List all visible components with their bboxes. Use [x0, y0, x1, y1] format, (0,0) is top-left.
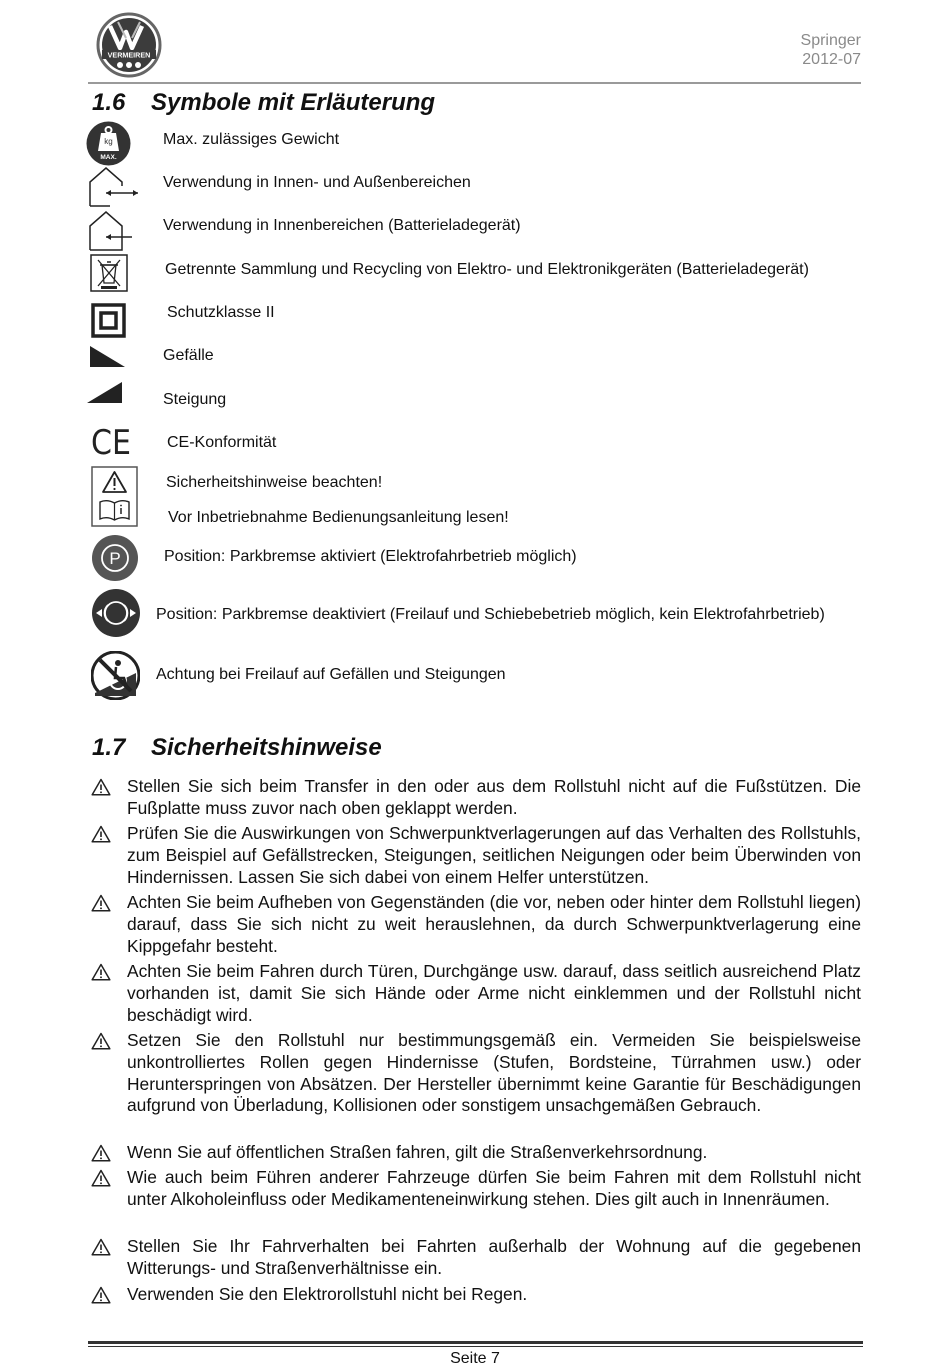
symbol-text-indoor-outdoor: Verwendung in Innen- und Außenbereichen: [163, 174, 471, 191]
section-16-title: [92, 89, 435, 117]
ce-mark-icon: [91, 425, 133, 457]
footer-divider-thin: [88, 1346, 863, 1347]
section-17-title: [92, 734, 382, 762]
warning-text: Achten Sie beim Aufheben von Gegenständen (die vor, neben oder hinter dem Rollstuhl liegen) darauf, dass Sie sich nicht zu weit herauslehnen, da durch Schwerpunktverlagerung eine Kippgefahr besteht.: [127, 892, 861, 956]
warning-icon: [91, 825, 111, 843]
uphill-slope-icon: [86, 381, 123, 404]
symbol-text-safety: Sicherheitshinweise beachten!: [166, 474, 383, 491]
warning-icon: [91, 1144, 111, 1162]
parking-brake-on-icon: [91, 534, 139, 582]
header-info: [801, 31, 861, 69]
indoor-outdoor-icon: [88, 166, 140, 208]
vermeiren-logo: [96, 12, 162, 78]
freewheel-slope-warning-icon: [91, 651, 140, 700]
header-divider: [88, 82, 861, 84]
symbol-text-brake-off: Position: Parkbremse deaktiviert (Freilauf und Schiebebetrieb möglich, kein Elektrofahrbetrieb): [156, 606, 825, 623]
symbol-text-uphill: Steigung: [163, 391, 227, 408]
warning-text: Setzen Sie den Rollstuhl nur bestimmungsgemäß ein. Vermeiden Sie beispielsweise unkontrolliertes Rollen gegen Hindernisse (Stufen, Bordsteine, Türrahmen usw.) oder Herunterspringen von Absätzen. Der Hersteller übernimmt keine Garantie für Beschädigungen aufgrund von Überladung, Kollisionen oder sonstigem unsachgemäßen Gebrauch.: [127, 1030, 861, 1116]
warning-item: [91, 823, 861, 888]
svg-text:MAX.: MAX.: [100, 154, 117, 161]
warning-item: [91, 961, 861, 1026]
warning-text: Prüfen Sie die Auswirkungen von Schwerpunktverlagerungen auf das Verhalten des Rollstuhls, zum Beispiel auf Gefällstrecken, Steigungen, seitlichen Neigungen oder beim Überwinden von Hindernissen. Lassen Sie sich dabei von einem Helfer unterstützen.: [127, 823, 861, 887]
warning-icon: [91, 1238, 111, 1256]
svg-text:kg: kg: [104, 137, 113, 146]
warning-text: Stellen Sie sich beim Transfer in den oder aus dem Rollstuhl nicht auf die Fußstützen. Die Fußplatte muss zuvor nach oben geklappt werden.: [127, 776, 861, 818]
warning-item: [91, 1142, 861, 1164]
warning-icon: [91, 963, 111, 981]
parking-brake-off-icon: [91, 588, 141, 638]
weee-recycling-icon: [90, 254, 128, 292]
warning-item: [91, 1284, 861, 1306]
section-17-heading: Sicherheitshinweise: [151, 734, 382, 761]
warning-text: Achten Sie beim Fahren durch Türen, Durchgänge usw. darauf, dass seitlich ausreichend Platz vorhanden ist, damit Sie sich Hände oder Arme nicht einklemmen und der Rollstuhl nicht beschädigt wird.: [127, 961, 861, 1025]
section-16-number: 1.6: [92, 89, 126, 116]
symbol-text-max-weight: Max. zulässiges Gewicht: [163, 131, 340, 148]
indoor-icon: [88, 210, 134, 252]
page-number: Seite 7: [450, 1350, 500, 1367]
warning-icon: [91, 1032, 111, 1050]
warning-icon: [91, 778, 111, 796]
safety-manual-icon: [91, 466, 138, 527]
warning-icon: [91, 894, 111, 912]
header-date: 2012-07: [802, 51, 861, 68]
svg-text:P: P: [109, 549, 121, 568]
symbol-text-brake-on: Position: Parkbremse aktiviert (Elektrofahrbetrieb möglich): [164, 548, 577, 565]
warning-item: [91, 776, 861, 820]
section-16-heading: Symbole mit Erläuterung: [151, 89, 436, 116]
warning-text: Wie auch beim Führen anderer Fahrzeuge dürfen Sie beim Fahren mit dem Rollstuhl nicht unter Alkoholeinfluss oder Medikamenteneinwirkung stehen. Dies gilt auch in Innenräumen.: [127, 1167, 861, 1209]
symbol-text-protection-class: Schutzklasse II: [167, 304, 275, 321]
symbol-text-manual: Vor Inbetriebnahme Bedienungsanleitung lesen!: [168, 509, 509, 526]
header-model: Springer: [800, 32, 861, 49]
warning-item: [91, 1030, 861, 1117]
warning-text: Stellen Sie Ihr Fahrverhalten bei Fahrten außerhalb der Wohnung auf die gegebenen Witterungs- und Straßenverhältnisse ein.: [127, 1236, 861, 1278]
symbol-text-ce: CE-Konformität: [167, 434, 277, 451]
warning-icon: [91, 1169, 111, 1187]
logo-text: VERMEIREN: [107, 50, 151, 60]
warning-item: [91, 1236, 861, 1280]
symbol-text-downhill: Gefälle: [163, 347, 214, 364]
warning-item: [91, 892, 861, 957]
warning-item: [91, 1167, 861, 1211]
symbol-text-weee: Getrennte Sammlung und Recycling von Elektro- und Elektronikgeräten (Batterieladegerät): [165, 261, 809, 278]
svg-text:CE: CE: [91, 425, 131, 457]
downhill-slope-icon: [89, 345, 126, 368]
warning-icon: [91, 1286, 111, 1304]
protection-class-2-icon: [91, 303, 126, 338]
section-17-number: 1.7: [92, 734, 126, 761]
max-weight-icon: [86, 121, 131, 166]
symbol-text-indoor: Verwendung in Innenbereichen (Batterieladegerät): [163, 217, 521, 234]
warning-text: Verwenden Sie den Elektrorollstuhl nicht bei Regen.: [127, 1284, 528, 1304]
symbol-text-freewheel: Achtung bei Freilauf auf Gefällen und Steigungen: [156, 666, 506, 683]
warning-text: Wenn Sie auf öffentlichen Straßen fahren, gilt die Straßenverkehrsordnung.: [127, 1142, 708, 1162]
footer-divider: [88, 1341, 863, 1344]
